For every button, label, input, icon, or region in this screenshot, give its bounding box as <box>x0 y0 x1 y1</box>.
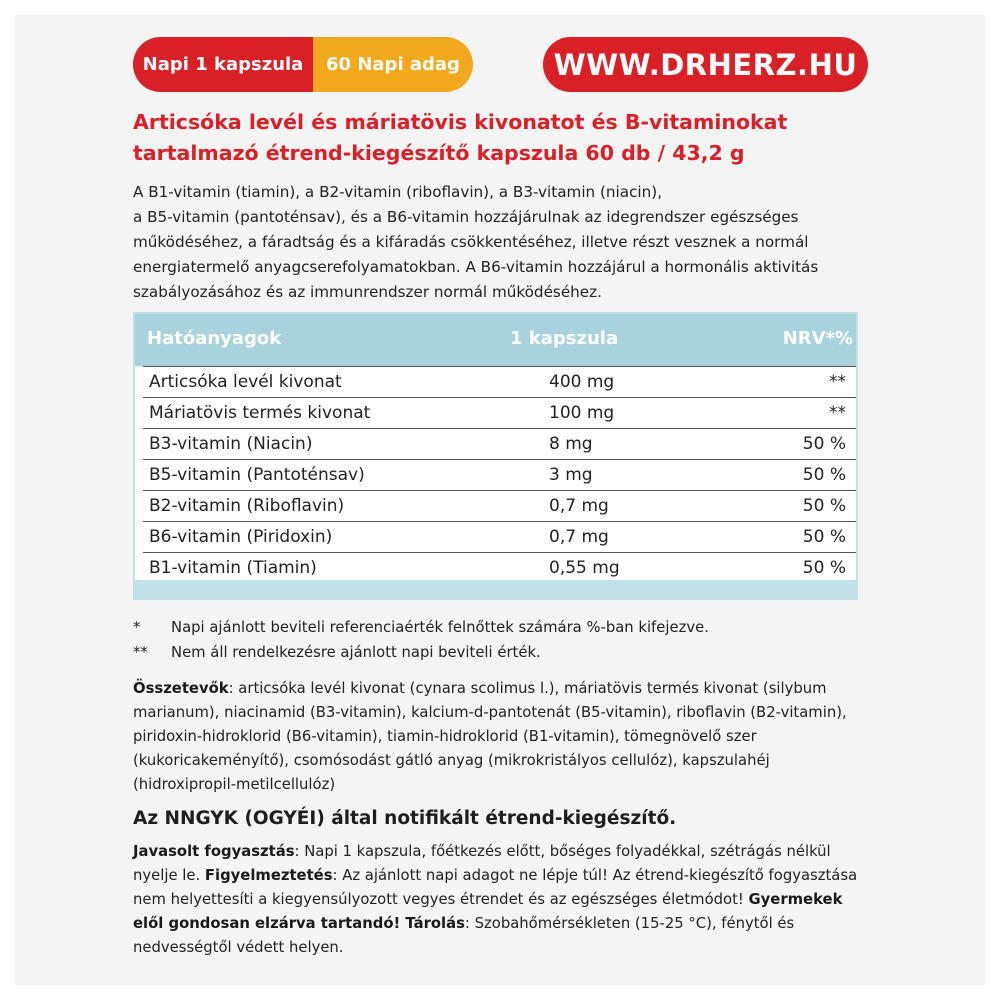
ingredient-nrv: 50 % <box>802 465 846 485</box>
claim-line: a B5-vitamin (pantoténsav), és a B6-vitamin hozzájárulnak az idegrendszer egészséges <box>133 208 799 226</box>
table-row <box>143 459 856 491</box>
claim-line: energiatermelő anyagcserefolyamatokban. A B6-vitamin hozzájárul a hormonális aktivitás <box>133 258 819 276</box>
ingredient-amount: 0,7 mg <box>549 527 609 547</box>
table-row <box>143 490 856 522</box>
footnotes <box>133 615 873 665</box>
warning-label: Figyelmeztetés <box>204 867 333 884</box>
ingredient-nrv: ** <box>829 372 846 392</box>
nutrition-table <box>133 312 858 600</box>
ingredient-amount: 0,7 mg <box>549 496 609 516</box>
servings-badge: 60 Napi adag <box>313 37 473 92</box>
ingredient-name: Máriatövis termés kivonat <box>149 403 371 423</box>
storage-text: : Szobahőmérsékleten (15-25 °C), fénytől és nedvességtől védett helyen. <box>133 915 795 956</box>
footnote <box>133 615 873 640</box>
ingredient-amount: 8 mg <box>549 434 593 454</box>
ingredients-label: Összetevők <box>133 680 229 697</box>
recommended-use-label: Javasolt fogyasztás <box>133 843 295 860</box>
warning-text: : Az ajánlott napi adagot ne lépje túl! Az étrend-kiegészítő fogyasztása nem helyettesíti a kiegyensúlyozott vegyes étrendet és az egészséges életmódot! <box>133 867 858 908</box>
ingredients-text: : articsóka levél kivonat (cynara scolimus l.), máriatövis termés kivonat (silybum marianum), niacinamid (B3-vitamin), kalcium-d-pantotenát (B5-vitamin), riboflavin (B2-vitamin), piridoxin-hidroklorid (B6-vitamin), tiamin-hidroklorid (B1-vitamin), tömegnövelő szer (kukoricakeményítő), csomósodást gátló anyag (mikrokristályos cellulóz), kapszulahéj (hidroxipropil-metilcellulóz) <box>133 680 847 793</box>
header-per-capsule: 1 kapszula <box>510 328 619 349</box>
footnote-mark: * <box>133 619 141 636</box>
usage-section <box>133 840 873 960</box>
ingredient-amount: 100 mg <box>549 403 615 423</box>
recommended-use-text: : Napi 1 kapszula, főétkezés előtt, bőséges folyadékkal, szétrágás nélkül nyelje le. <box>133 843 831 884</box>
health-claims <box>133 180 873 305</box>
ingredients-section <box>133 677 873 797</box>
children-warning: Gyermekek elől gondosan elzárva tartandó! <box>133 891 843 932</box>
ingredient-nrv: 50 % <box>802 558 846 578</box>
product-title-line: tartalmazó étrend-kiegészítő kapszula 60 db / 43,2 g <box>133 141 745 165</box>
daily-dose-badge: Napi 1 kapszula <box>133 37 313 92</box>
table-row <box>143 397 856 429</box>
ingredient-name: Articsóka levél kivonat <box>149 372 342 392</box>
claim-line: szabályozásához és az immunrendszer normál működéséhez. <box>133 283 602 301</box>
footnote-text: Nem áll rendelkezésre ajánlott napi beviteli érték. <box>171 644 541 661</box>
claim-line: működéséhez, a fáradtság és a kifáradás csökkentéséhez, illetve részt vesznek a normál <box>133 233 809 251</box>
table-row <box>143 428 856 460</box>
ingredient-name: B6-vitamin (Piridoxin) <box>149 527 333 547</box>
ingredient-amount: 400 mg <box>549 372 615 392</box>
ingredient-nrv: 50 % <box>802 496 846 516</box>
ingredient-name: B1-vitamin (Tiamin) <box>149 558 317 578</box>
footnote-text: Napi ajánlott beviteli referenciaérték felnőttek számára %-ban kifejezve. <box>171 619 709 636</box>
ingredient-nrv: 50 % <box>802 527 846 547</box>
header-nrv: NRV*% <box>782 328 853 349</box>
ingredient-amount: 3 mg <box>549 465 593 485</box>
header-ingredients: Hatóanyagok <box>147 328 282 349</box>
table-footer-band <box>135 580 856 598</box>
footnote <box>133 640 873 665</box>
ingredient-name: B3-vitamin (Niacin) <box>149 434 313 454</box>
ingredient-nrv: 50 % <box>802 434 846 454</box>
ingredient-name: B2-vitamin (Riboflavin) <box>149 496 345 516</box>
claim-line: A B1-vitamin (tiamin), a B2-vitamin (riboflavin), a B3-vitamin (niacin), <box>133 183 663 201</box>
product-title <box>133 107 873 169</box>
footnote-mark: ** <box>133 644 148 661</box>
notification-statement: Az NNGYK (OGYÉI) által notifikált étrend-kiegészítő. <box>133 808 677 829</box>
storage-label: Tárolás <box>400 915 465 932</box>
website-link[interactable]: WWW.DRHERZ.HU <box>543 37 868 92</box>
ingredient-nrv: ** <box>829 403 846 423</box>
product-title-line: Articsóka levél és máriatövis kivonatot és B-vitaminokat <box>133 110 788 134</box>
table-header <box>135 314 856 366</box>
ingredient-name: B5-vitamin (Pantoténsav) <box>149 465 365 485</box>
table-row <box>143 521 856 553</box>
table-row <box>143 366 856 398</box>
ingredient-amount: 0,55 mg <box>549 558 620 578</box>
